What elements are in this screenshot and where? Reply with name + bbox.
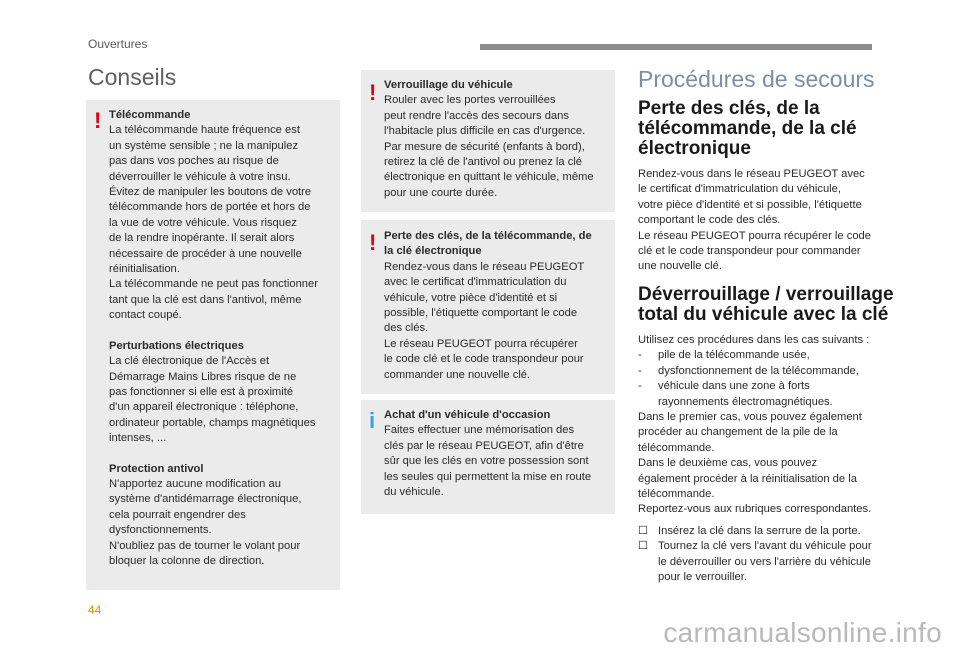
text-line: N'apportez aucune modification au	[109, 477, 281, 490]
procedures-title: Procédures de secours	[638, 66, 875, 92]
perte-text	[384, 260, 612, 383]
text-line: dysfonctionnement de la télécommande,	[658, 364, 859, 377]
text-line: système d'antidémarrage électronique,	[109, 493, 302, 506]
text-line: pas fonctionner si elle est à proximité	[109, 385, 294, 398]
text-line: pour le verrouiller.	[658, 571, 747, 584]
text-line: Déverrouillage / verrouillage	[638, 284, 894, 305]
page-number: 44	[88, 603, 102, 617]
deverrouillage-heading	[638, 285, 938, 325]
text-line: possible, l'étiquette comportant le code	[384, 307, 578, 320]
text-line: le code clé et le code transpondeur pour	[384, 353, 584, 366]
text-line: la vue de votre véhicule. Vous risquez	[109, 216, 297, 229]
text-line: télécommande, de la clé	[638, 118, 857, 139]
cases-list	[638, 348, 900, 410]
text-line: commander une nouvelle clé.	[384, 368, 531, 381]
text-line: tant que la clé est dans l'antivol, même	[109, 293, 302, 306]
text-line: pile de la télécommande usée,	[658, 349, 810, 362]
text-line: un système sensible ; ne la manipulez	[109, 139, 299, 152]
perturbations-text	[109, 354, 337, 446]
text-line: pas dans vos poches au risque de	[109, 155, 279, 168]
text-line: les seules qui permettent la mise en route	[384, 470, 592, 483]
text-line: déverrouiller le véhicule à votre insu.	[109, 170, 291, 183]
text-line: une nouvelle clé.	[638, 260, 722, 273]
text-line: Rouler avec les portes verrouillées	[384, 94, 556, 107]
text-line: véhicule, votre pièce d'identité et si	[384, 291, 558, 304]
text-line: Par mesure de sécurité (enfants à bord),	[384, 140, 585, 153]
header-bar	[480, 44, 872, 50]
list-item	[638, 348, 900, 363]
text-line: des clés.	[384, 322, 429, 335]
text-line: d'un appareil électronique : téléphone,	[109, 401, 299, 414]
conseils-box-verrouillage	[361, 70, 615, 212]
text-line: votre pièce d'identité et si possible, l'étiquette	[638, 198, 862, 211]
text-line: intenses, ...	[109, 432, 167, 445]
text-line: dysfonctionnements.	[109, 524, 212, 537]
text-line: total du véhicule avec la clé	[638, 304, 889, 325]
text-line: clés par le réseau PEUGEOT, afin d'être	[384, 439, 584, 452]
text-line: cela pourrait engendrer des	[109, 508, 246, 521]
text-line: Rendez-vous dans le réseau PEUGEOT	[384, 260, 585, 273]
telecommande-block	[109, 108, 337, 569]
list-bullet: -	[638, 380, 642, 393]
section-label: Ouvertures	[88, 37, 148, 51]
checkbox-icon: ☐	[638, 524, 649, 537]
list-bullet: -	[638, 349, 642, 362]
text-line: réinitialisation.	[109, 263, 180, 276]
text-line: le certificat d'immatriculation du véhicule,	[638, 183, 841, 196]
text-line: Évitez de manipuler les boutons de votre	[109, 186, 312, 199]
text-line: Perte des clés, de la	[638, 98, 820, 119]
antivol-text	[109, 477, 337, 569]
text-line: Rendez-vous dans le réseau PEUGEOT avec	[638, 168, 865, 180]
text-line: du véhicule.	[384, 486, 444, 499]
text-line: Dans le premier cas, vous pouvez également	[638, 411, 862, 424]
text-line: procéder au changement de la pile de la	[638, 426, 838, 439]
watermark-logo: carmanualsonline.info	[663, 617, 942, 648]
text-line: peut rendre l'accès des secours dans	[384, 109, 569, 122]
text-line: Dans le deuxième cas, vous pouvez	[638, 457, 818, 470]
warning-icon: !	[369, 230, 377, 255]
conseils-title: Conseils	[88, 64, 177, 90]
perturbations-title: Perturbations électriques	[109, 339, 244, 352]
text-line: télécommande hors de portée et hors de	[109, 201, 311, 214]
text-line: nécessaire de procéder à une nouvelle	[109, 247, 302, 260]
steps-list	[638, 524, 900, 586]
text-line: Le réseau PEUGEOT pourra récupérer le code	[638, 229, 871, 242]
text-line: la clé électronique	[384, 245, 482, 258]
verrouillage-text	[384, 93, 612, 201]
text-line: avec le certificat d'immatriculation du	[384, 276, 567, 289]
text-line: retirez la clé de l'antivol ou prenez la clé	[384, 156, 583, 169]
text-line: Démarrage Mains Libres risque de ne	[109, 370, 297, 383]
warning-icon: !	[94, 108, 102, 133]
text-line: sûr que les clés en votre possession sont	[384, 455, 589, 468]
telecommande-title: Télécommande	[109, 109, 191, 121]
text-line: Perte des clés, de la télécommande, de	[384, 230, 592, 242]
list-item	[638, 524, 900, 539]
list-item	[638, 379, 900, 410]
list-item	[638, 364, 900, 379]
text-line: Insérez la clé dans la serrure de la porte.	[658, 524, 861, 537]
info-icon: i	[369, 408, 376, 433]
text-line: Faites effectuer une mémorisation des	[384, 424, 575, 437]
text-line: télécommande.	[638, 488, 715, 501]
perte-title	[384, 229, 612, 260]
text-line: contact coupé.	[109, 309, 182, 322]
deverrouillage-block	[638, 333, 900, 586]
text-line: véhicule dans une zone à forts	[658, 380, 810, 393]
text-line: de la rendre inopérante. Il serait alors	[109, 232, 295, 245]
text-line: télécommande.	[638, 441, 715, 454]
deverrouillage-after	[638, 410, 900, 518]
text-line: La télécommande ne peut pas fonctionner	[109, 278, 318, 291]
conseils-box-perte	[361, 220, 615, 394]
perte-heading	[638, 99, 908, 159]
text-line: N'oubliez pas de tourner le volant pour	[109, 539, 301, 552]
list-bullet: -	[638, 364, 642, 377]
text-line: ordinateur portable, champs magnétiques	[109, 416, 316, 429]
conseils-box-occasion	[361, 400, 615, 514]
occasion-title: Achat d'un véhicule d'occasion	[384, 409, 551, 421]
text-line: le déverrouiller ou vers l'arrière du véhicule	[658, 555, 871, 568]
conseils-box-telecommande	[86, 100, 340, 590]
occasion-text	[384, 423, 612, 500]
text-line: électronique en quittant le véhicule, même	[384, 171, 594, 184]
text-line: bloquer la colonne de direction.	[109, 554, 265, 567]
antivol-title: Protection antivol	[109, 462, 204, 475]
text-line: pour une courte durée.	[384, 186, 498, 199]
text-line: électronique	[638, 138, 751, 159]
text-line: La télécommande haute fréquence est	[109, 124, 300, 137]
text-line: comportant le code des clés.	[638, 214, 781, 227]
warning-icon: !	[369, 80, 377, 105]
text-line: également procéder à la réinitialisation de la	[638, 472, 857, 485]
text-line: Tournez la clé vers l'avant du véhicule pour	[658, 540, 872, 553]
text-line: Le réseau PEUGEOT pourra récupérer	[384, 337, 578, 350]
text-line: Reportez-vous aux rubriques correspondantes.	[638, 503, 872, 516]
checkbox-icon: ☐	[638, 540, 649, 553]
verrouillage-title: Verrouillage du véhicule	[384, 79, 513, 91]
deverrouillage-intro: Utilisez ces procédures dans les cas suivants :	[638, 334, 870, 346]
text-line: rayonnements électromagnétiques.	[658, 395, 833, 408]
text-line: clé et le code transpondeur pour commander	[638, 245, 861, 258]
telecommande-text	[109, 123, 337, 323]
list-item	[638, 539, 900, 585]
perte-procedure-text	[638, 167, 900, 275]
text-line: l'habitacle plus difficile en cas d'urgence.	[384, 125, 586, 138]
text-line: La clé électronique de l'Accès et	[109, 355, 270, 368]
